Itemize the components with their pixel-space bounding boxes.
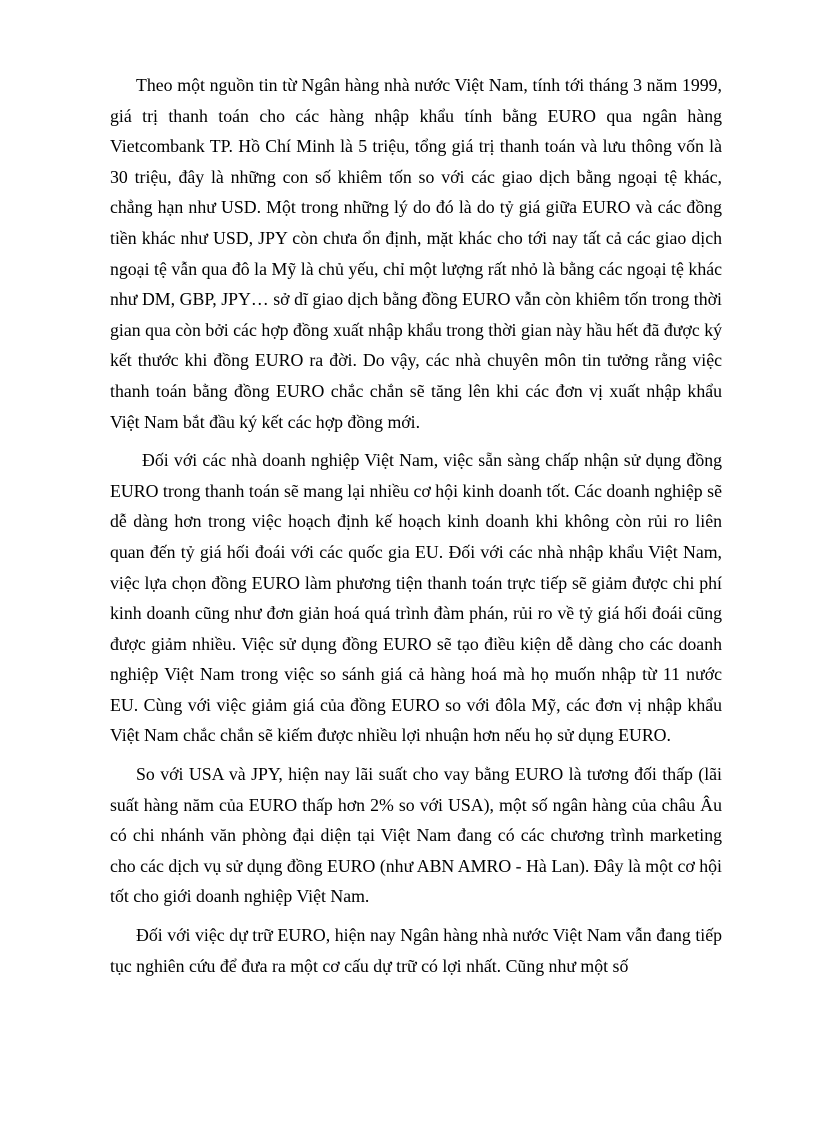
document-page [110, 70, 722, 989]
paragraph-1: Theo một nguồn tin từ Ngân hàng nhà nước Việt Nam, tính tới tháng 3 năm 1999, giá trị thanh toán cho các hàng nhập khẩu tính bằng EURO qua ngân hàng Vietcombank TP. Hồ Chí Minh là 5 triệu, tổng giá trị thanh toán và lưu thông vốn là 30 triệu, đây là những con số khiêm tốn so với các giao dịch bằng ngoại tệ khác, chẳng hạn như USD. Một trong những lý do đó là do tỷ giá giữa EURO và các đồng tiền khác như USD, JPY còn chưa ổn định, mặt khác cho tới nay tất cả các giao dịch ngoại tệ vẫn qua đô la Mỹ là chủ yếu, chỉ một lượng rất nhỏ là bằng các ngoại tệ khác như DM, GBP, JPY… sở dĩ giao dịch bằng đồng EURO vẫn còn khiêm tốn trong thời gian qua còn bởi các hợp đồng xuất nhập khẩu trong thời gian này hầu hết đã được ký kết thước khi đồng EURO ra đời. Do vậy, các nhà chuyên môn tin tưởng rằng việc thanh toán bằng đồng EURO chắc chắn sẽ tăng lên khi các đơn vị xuất nhập khẩu Việt Nam bắt đầu ký kết các hợp đồng mới. [110, 75, 722, 432]
paragraph-3: So với USA và JPY, hiện nay lãi suất cho vay bằng EURO là tương đối thấp (lãi suất hàng năm của EURO thấp hơn 2% so với USA), một số ngân hàng của châu Âu có chi nhánh văn phòng đại diện tại Việt Nam đang có các chương trình marketing cho các dịch vụ sử dụng đồng EURO (như ABN AMRO - Hà Lan). Đây là một cơ hội tốt cho giới doanh nghiệp Việt Nam. [110, 764, 722, 907]
paragraph-2: Đối với các nhà doanh nghiệp Việt Nam, việc sẵn sàng chấp nhận sử dụng đồng EURO trong thanh toán sẽ mang lại nhiều cơ hội kinh doanh tốt. Các doanh nghiệp sẽ dễ dàng hơn trong việc hoạch định kế hoạch kinh doanh khi không còn rủi ro liên quan đến tỷ giá hối đoái với các quốc gia EU. Đối với các nhà nhập khẩu Việt Nam, việc lựa chọn đồng EURO làm phương tiện thanh toán trực tiếp sẽ giảm được chi phí kinh doanh cũng như đơn giản hoá quá trình đàm phán, rủi ro về tỷ giá hối đoái cũng được giảm nhiều. Việc sử dụng đồng EURO sẽ tạo điều kiện dễ dàng cho các doanh nghiệp Việt Nam trong việc so sánh giá cả hàng hoá mà họ muốn nhập từ 11 nước EU. Cùng với việc giảm giá của đồng EURO so với đôla Mỹ, các đơn vị nhập khẩu Việt Nam chắc chắn sẽ kiếm được nhiều lợi nhuận hơn nếu họ sử dụng EURO. [110, 450, 722, 746]
paragraph-4: Đối với việc dự trữ EURO, hiện nay Ngân hàng nhà nước Việt Nam vẫn đang tiếp tục nghiên cứu để đưa ra một cơ cấu dự trữ có lợi nhất. Cũng như một số [110, 925, 722, 976]
